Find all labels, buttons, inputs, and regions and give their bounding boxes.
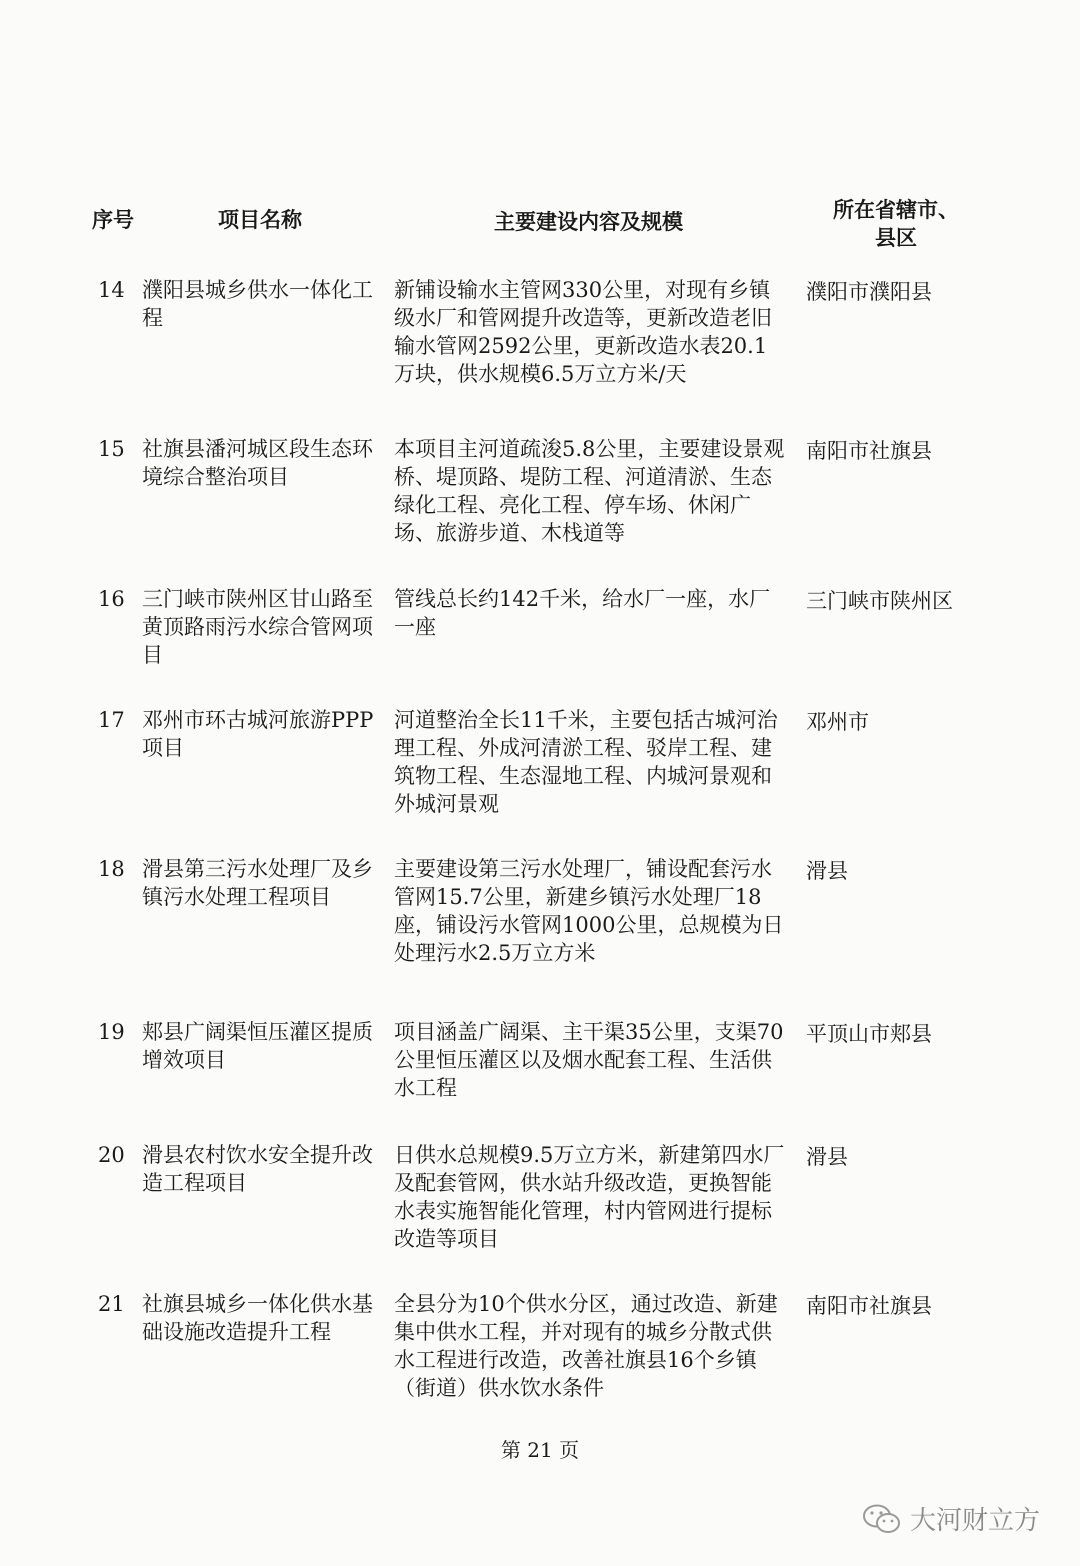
row-name: 滑县第三污水处理厂及乡镇污水处理工程项目 <box>142 857 373 909</box>
header-name: 项目名称 <box>218 208 302 232</box>
row-content: 主要建设第三污水处理厂，铺设配套污水管网15.7公里，新建乡镇污水处理厂18座，铺设污水管网1000公里，总规模为日处理污水2.5万立方米 <box>394 857 784 965</box>
row-content: 日供水总规模9.5万立方米，新建第四水厂及配套管网，供水站升级改造，更换智能水表实施智能化管理，村内管网进行提标改造等项目 <box>394 1143 785 1251</box>
watermark-text: 大河财立方 <box>910 1506 1041 1536</box>
row-name: 滑县农村饮水安全提升改造工程项目 <box>142 1143 373 1195</box>
row-seq: 21 <box>98 1292 125 1316</box>
row-seq: 15 <box>98 437 125 461</box>
row-name: 社旗县潘河城区段生态环境综合整治项目 <box>142 437 373 489</box>
row-content: 管线总长约142千米，给水厂一座，水厂一座 <box>394 587 771 639</box>
row-name: 三门峡市陕州区甘山路至黄顶路雨污水综合管网项目 <box>142 587 373 667</box>
row-seq: 18 <box>98 857 125 881</box>
row-content: 本项目主河道疏浚5.8公里，主要建设景观桥、堤顶路、堤防工程、河道清淤、生态绿化工程、亮化工程、停车场、休闲广场、旅游步道、木栈道等 <box>394 437 785 545</box>
header-content: 主要建设内容及规模 <box>494 210 683 234</box>
header-location-line1: 所在省辖市、 <box>833 198 959 222</box>
row-seq: 17 <box>98 708 125 732</box>
row-content: 河道整治全长11千米，主要包括古城河治理工程、外成河清淤工程、驳岸工程、建筑物工程、生态湿地工程、内城河景观和外城河景观 <box>394 708 778 816</box>
row-name: 社旗县城乡一体化供水基础设施改造提升工程 <box>142 1292 373 1344</box>
row-seq: 14 <box>98 278 125 302</box>
row-content: 全县分为10个供水分区，通过改造、新建集中供水工程，并对现有的城乡分散式供水工程进行改造，改善社旗县16个乡镇（街道）供水饮水条件 <box>394 1292 778 1400</box>
row-location: 南阳市社旗县 <box>806 439 932 463</box>
row-content: 项目涵盖广阔渠、主干渠35公里，支渠70公里恒压灌区以及烟水配套工程、生活供水工程 <box>394 1020 784 1100</box>
row-location: 滑县 <box>806 859 848 883</box>
row-location: 平顶山市郏县 <box>806 1022 932 1046</box>
row-name: 邓州市环古城河旅游PPP项目 <box>142 708 374 760</box>
row-location: 滑县 <box>806 1145 848 1169</box>
row-location: 邓州市 <box>806 710 869 734</box>
row-seq: 19 <box>98 1020 125 1044</box>
row-name: 郏县广阔渠恒压灌区提质增效项目 <box>142 1020 373 1072</box>
wechat-icon <box>862 1502 902 1536</box>
row-location: 三门峡市陕州区 <box>806 589 953 613</box>
header-location-line2: 县区 <box>875 226 917 250</box>
row-location: 南阳市社旗县 <box>806 1294 932 1318</box>
page-number: 第 21 页 <box>500 1438 580 1462</box>
header-seq: 序号 <box>92 208 134 232</box>
header-location <box>826 196 966 252</box>
row-location: 濮阳市濮阳县 <box>806 280 932 304</box>
row-content: 新铺设输水主管网330公里，对现有乡镇级水厂和管网提升改造等，更新改造老旧输水管网2592公里，更新改造水表20.1万块，供水规模6.5万立方米/天 <box>394 278 772 386</box>
watermark <box>862 1500 1040 1537</box>
table-header <box>0 196 1080 256</box>
row-seq: 20 <box>98 1143 125 1167</box>
row-seq: 16 <box>98 587 125 611</box>
row-name: 濮阳县城乡供水一体化工程 <box>142 278 373 330</box>
